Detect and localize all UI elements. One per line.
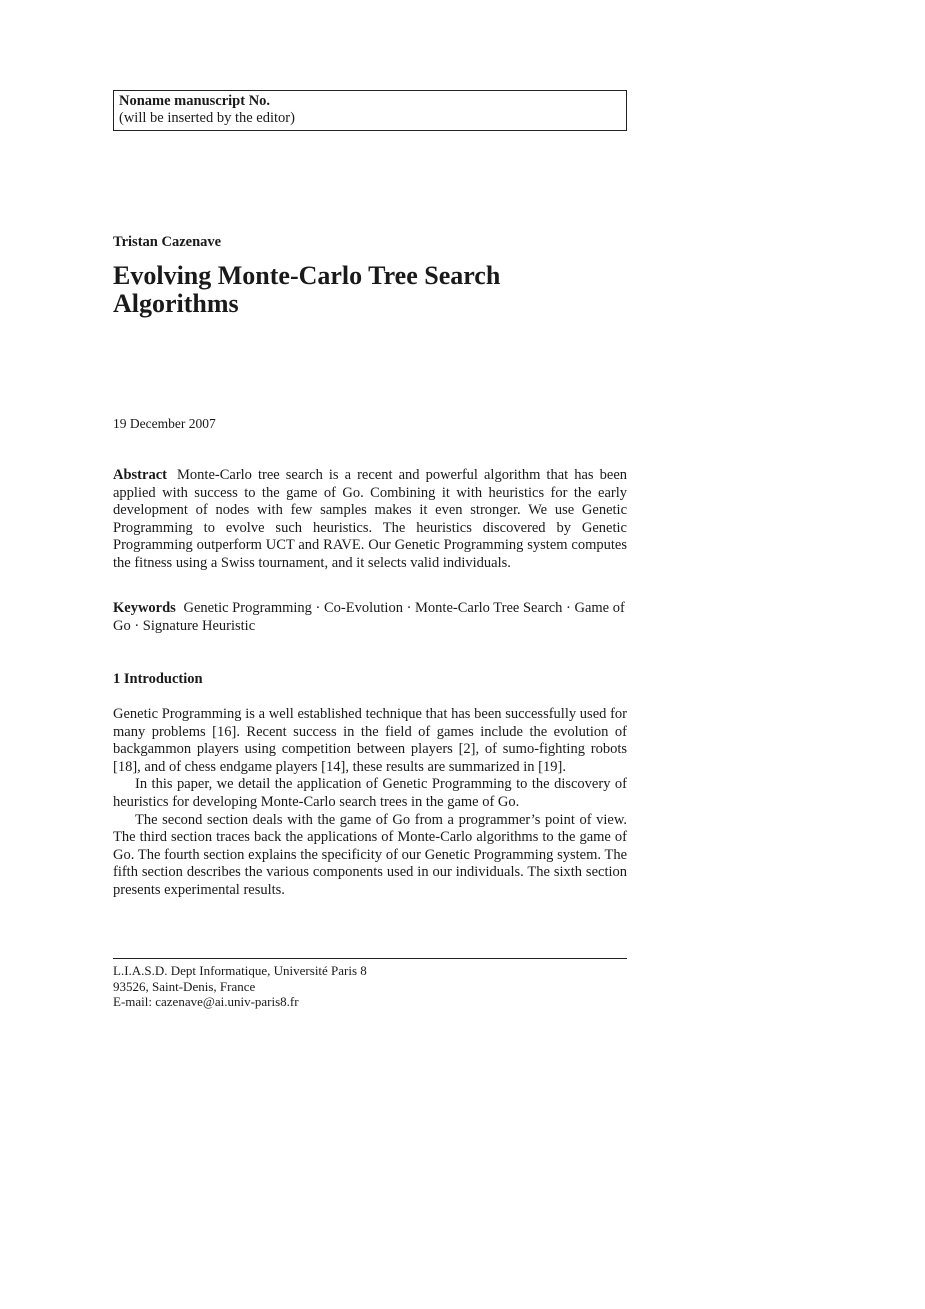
author-affiliation-footnote xyxy=(113,963,367,1010)
intro-paragraph-2: In this paper, we detail the application of Genetic Programming to the discovery of heuristics for developing Monte-Carlo search trees in the game of Go. xyxy=(113,776,627,810)
address-line: 93526, Saint-Denis, France xyxy=(113,978,256,994)
keywords-text: Genetic Programming · Co-Evolution · Monte-Carlo Tree Search · Game of Go · Signature Heuristic xyxy=(113,600,625,634)
editor-note: (will be inserted by the editor) xyxy=(119,110,295,126)
manuscript-number-box xyxy=(113,90,627,131)
abstract xyxy=(113,467,627,573)
keywords xyxy=(113,600,627,635)
intro-paragraph-1: Genetic Programming is a well established technique that has been successfully used for many problems [16]. Recent success in the field of games include the evolution of backgammon players using competition between players [2], of sumo-fighting robots [18], and of chess endgame players [14], these results are summarized in [19]. xyxy=(113,706,627,775)
keywords-label: Keywords xyxy=(113,600,176,616)
abstract-text: Monte-Carlo tree search is a recent and powerful algorithm that has been applied with success to the game of Go. Combining it with heuristics for the early development of nodes with few samples makes it even stronger. We use Genetic Programming to evolve such heuristics. The heuristics discovered by Genetic Programming outperform UCT and RAVE. Our Genetic Programming system computes the fitness using a Swiss tournament, and it selects valid individuals. xyxy=(113,467,627,571)
abstract-label: Abstract xyxy=(113,467,167,483)
publication-date: 19 December 2007 xyxy=(113,416,216,431)
manuscript-label: Noname manuscript No. xyxy=(119,93,271,109)
author-name: Tristan Cazenave xyxy=(113,234,222,250)
email-line: E-mail: cazenave@ai.univ-paris8.fr xyxy=(113,994,299,1010)
footnote-divider xyxy=(113,958,627,959)
section-heading-introduction: 1 Introduction xyxy=(113,671,203,687)
affiliation-line: L.I.A.S.D. Dept Informatique, Université Paris 8 xyxy=(113,963,367,978)
paper-page xyxy=(113,90,627,1010)
intro-paragraph-3: The second section deals with the game of Go from a programmer’s point of view. The third section traces back the applications of Monte-Carlo algorithms to the game of Go. The fourth section explains the specificity of our Genetic Programming system. The fifth section describes the various components used in our individuals. The sixth section presents experimental results. xyxy=(113,811,627,898)
paper-title: Evolving Monte-Carlo Tree Search Algorithms xyxy=(113,261,501,318)
introduction-body xyxy=(113,706,627,900)
